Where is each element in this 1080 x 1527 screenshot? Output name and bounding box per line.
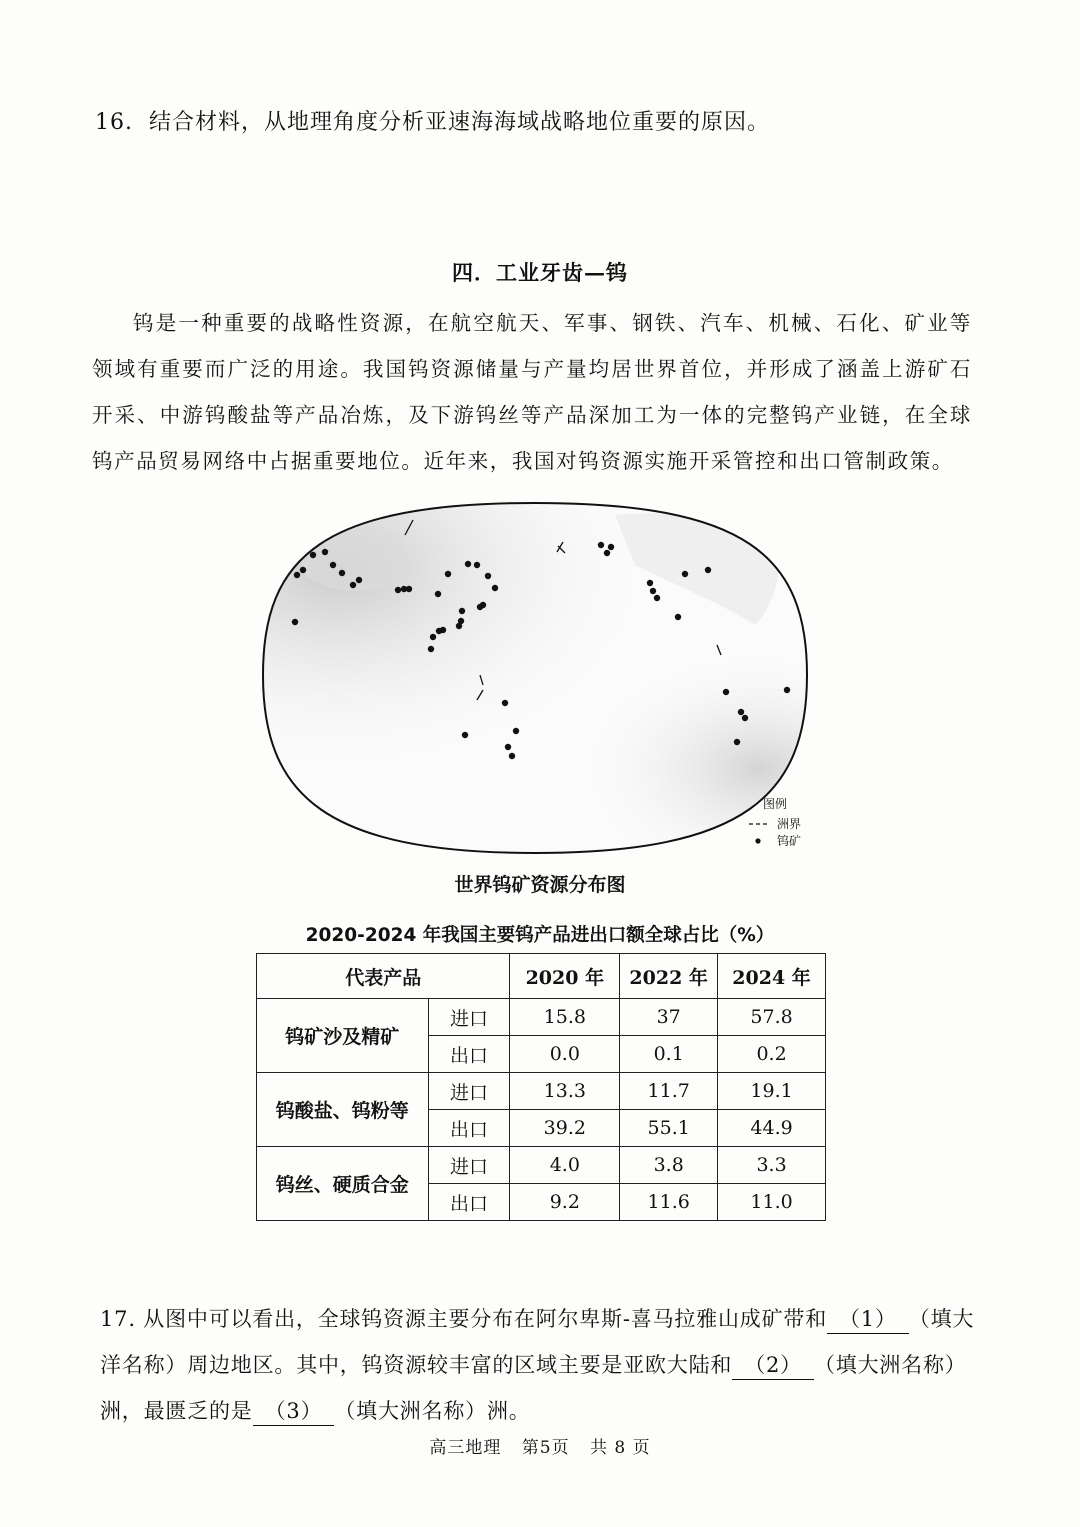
mine-dot (492, 585, 498, 591)
legend-title: 图例 (763, 797, 788, 811)
mine-dot (456, 623, 462, 629)
trade-share-table (256, 953, 826, 1221)
product-name: 钨丝、硬质合金 (257, 1147, 429, 1221)
value-cell: 37 (620, 999, 718, 1036)
legend-boundary-label: 洲界 (777, 817, 802, 831)
value-cell: 19.1 (718, 1073, 826, 1110)
value-cell: 11.0 (718, 1184, 826, 1221)
mine-dot (292, 619, 298, 625)
product-name: 钨酸盐、钨粉等 (257, 1073, 429, 1147)
mine-dot (435, 591, 441, 597)
footer-subject: 高三地理 (429, 1438, 502, 1458)
mine-dot (477, 604, 483, 610)
mine-dot (513, 728, 519, 734)
table-row (257, 1147, 826, 1184)
value-cell: 13.3 (510, 1073, 620, 1110)
value-cell: 39.2 (510, 1110, 620, 1147)
mine-dot (502, 700, 508, 706)
value-cell: 3.8 (620, 1147, 718, 1184)
question-16 (95, 105, 770, 136)
value-cell: 0.2 (718, 1036, 826, 1073)
value-cell: 0.0 (510, 1036, 620, 1073)
mine-dot (650, 588, 656, 594)
mine-dot (339, 570, 345, 576)
question-17-part3: （填大洲名称）洲，最匮乏的是 (100, 1353, 967, 1423)
mine-dot (294, 572, 300, 578)
question-16-text: 结合材料，从地理角度分析亚速海海域战略地位重要的原因。 (149, 110, 771, 135)
mine-dot (395, 587, 401, 593)
value-cell: 55.1 (620, 1110, 718, 1147)
mine-dot (742, 715, 748, 721)
value-cell: 11.7 (620, 1073, 718, 1110)
mine-dot (406, 586, 412, 592)
flow-label: 进口 (428, 999, 510, 1036)
question-17-part4: （填大洲名称）洲。 (334, 1399, 531, 1423)
mine-dot (485, 573, 491, 579)
world-tungsten-map (255, 495, 815, 860)
flow-label: 出口 (428, 1110, 510, 1147)
question-17 (100, 1296, 980, 1434)
value-cell: 9.2 (510, 1184, 620, 1221)
mine-dot (784, 687, 790, 693)
mine-dot (350, 582, 356, 588)
mine-dot (428, 646, 434, 652)
mine-dot (322, 549, 328, 555)
mine-dot (310, 552, 316, 558)
mine-dot (474, 562, 480, 568)
header-product: 代表产品 (257, 954, 510, 999)
map-caption: 世界钨矿资源分布图 (454, 874, 626, 896)
table-row (257, 1073, 826, 1110)
mine-dot (459, 608, 465, 614)
answer-blank-3[interactable]: （3） (253, 1397, 335, 1426)
mine-dot (604, 550, 610, 556)
flow-label: 出口 (428, 1036, 510, 1073)
mine-dot (705, 567, 711, 573)
value-cell: 4.0 (510, 1147, 620, 1184)
answer-blank-2[interactable]: （2） (732, 1351, 814, 1380)
mine-dot (598, 542, 604, 548)
table-header-row (257, 954, 826, 999)
table-title: 2020-2024 年我国主要钨产品进出口额全球占比（%） (305, 925, 775, 946)
mine-dot (608, 544, 614, 550)
question-17-number: 17. (100, 1307, 136, 1331)
mine-dot (356, 577, 362, 583)
question-17-part2: （填大洋名称）周边地区。其中，钨资源较丰富的区域主要是亚欧大陆和 (100, 1307, 975, 1377)
mine-dot (654, 595, 660, 601)
value-cell: 0.1 (620, 1036, 718, 1073)
mine-dot (440, 627, 446, 633)
value-cell: 11.6 (620, 1184, 718, 1221)
mine-dot (682, 571, 688, 577)
footer-total: 共 8 页 (590, 1438, 651, 1458)
mine-dot (465, 561, 471, 567)
footer-page: 第5页 (521, 1438, 570, 1458)
page-footer (0, 1433, 1080, 1458)
product-name: 钨矿沙及精矿 (257, 999, 429, 1073)
question-16-number: 16. (95, 110, 133, 135)
flow-label: 进口 (428, 1073, 510, 1110)
value-cell: 15.8 (510, 999, 620, 1036)
flow-label: 进口 (428, 1147, 510, 1184)
flow-label: 出口 (428, 1184, 510, 1221)
header-year: 2024 年 (718, 954, 826, 999)
mine-dot (738, 709, 744, 715)
paragraph-text: 钨是一种重要的战略性资源，在航空航天、军事、钢铁、汽车、机械、石化、矿业等领域有重要而广泛的用途。我国钨资源储量与产量均居世界首位，并形成了涵盖上游矿石开采、中游钨酸盐等产品冶炼，及下游钨丝等产品深加工为一体的完整钨产业链，在全球钨产品贸易网络中占据重要地位。近年来，我国对钨资源实施开采管控和出口管制政策。 (92, 311, 972, 473)
map-svg (255, 495, 815, 860)
value-cell: 57.8 (718, 999, 826, 1036)
legend-mine-symbol (755, 838, 760, 843)
value-cell: 3.3 (718, 1147, 826, 1184)
question-17-part1: 从图中可以看出，全球钨资源主要分布在阿尔卑斯-喜马拉雅山成矿带和 (143, 1307, 827, 1331)
mine-dot (505, 744, 511, 750)
mine-dot (723, 689, 729, 695)
legend-mine-label: 钨矿 (777, 834, 802, 848)
header-year: 2022 年 (620, 954, 718, 999)
mine-dot (675, 614, 681, 620)
mine-dot (647, 580, 653, 586)
mine-dot (462, 732, 468, 738)
table-row (257, 999, 826, 1036)
answer-blank-1[interactable]: （1） (827, 1305, 909, 1334)
mine-dot (300, 567, 306, 573)
section-paragraph (92, 300, 972, 484)
mine-dot (430, 634, 436, 640)
mine-dot (445, 571, 451, 577)
section-title: 四．工业牙齿—钨 (452, 260, 628, 285)
question-17-text (100, 1296, 980, 1434)
mine-dot (330, 562, 336, 568)
value-cell: 44.9 (718, 1110, 826, 1147)
header-year: 2020 年 (510, 954, 620, 999)
mine-dot (734, 739, 740, 745)
mine-dot (509, 753, 515, 759)
